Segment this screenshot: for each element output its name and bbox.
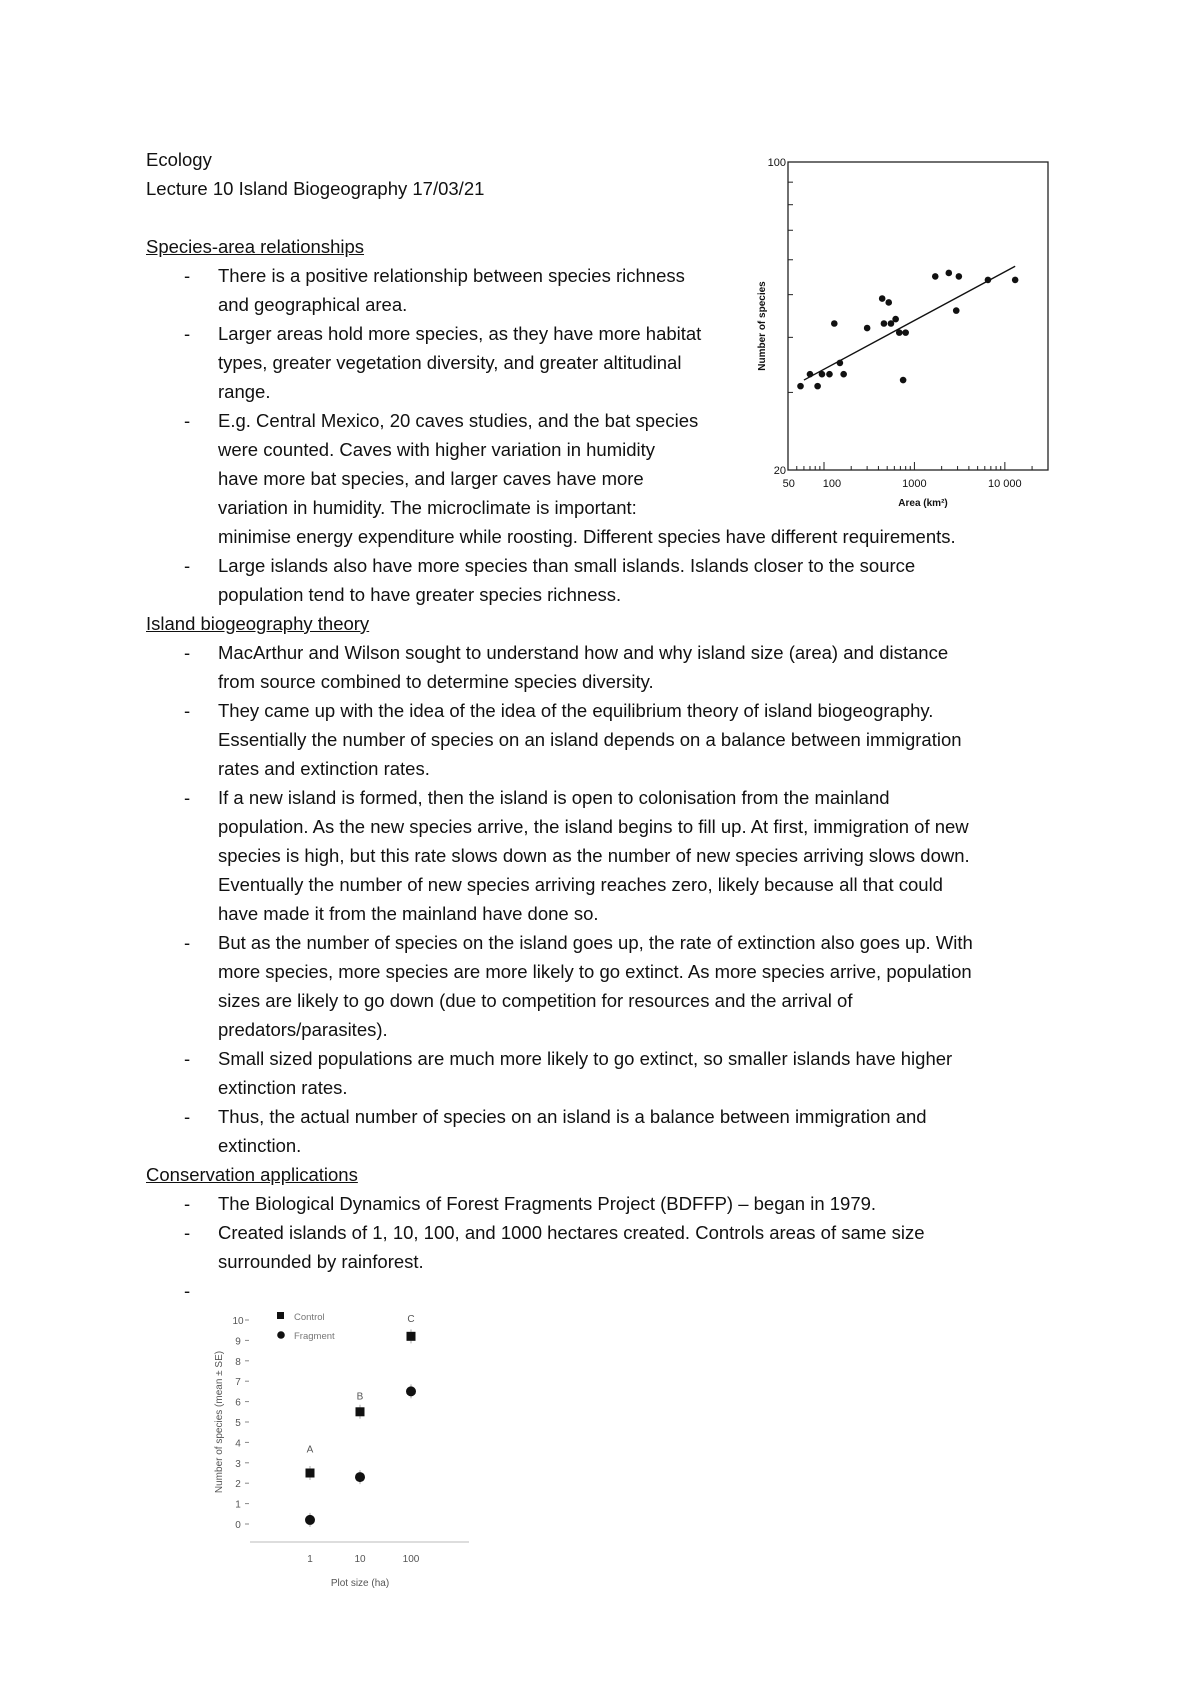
x-tick-label: 10 000 (988, 478, 1022, 490)
section-heading: Island biogeography theory (146, 613, 370, 634)
bullet-text-line: variation in humidity. The microclimate is important: (218, 497, 637, 518)
y-tick-label: 5 (235, 1418, 241, 1429)
data-point-control (356, 1407, 365, 1416)
bullet-text-line: The Biological Dynamics of Forest Fragments Project (BDFFP) – began in 1979. (218, 1193, 877, 1214)
y-tick-label: 2 (235, 1479, 241, 1491)
data-point (826, 371, 833, 378)
data-point-control (306, 1469, 315, 1478)
bullet-text-line: were counted. Caves with higher variation in humidity (218, 439, 656, 460)
plot-frame (788, 162, 1048, 470)
bullet-marker: - (184, 787, 191, 808)
x-tick-label: 1 (307, 1554, 313, 1565)
bullet-text-line: Larger areas hold more species, as they have more habitat (218, 323, 702, 344)
bullet-text-line: sizes are likely to go down (due to competition for resources and the arrival of (218, 990, 853, 1011)
data-point (896, 329, 903, 336)
bullet-text-line: range. (218, 381, 271, 402)
data-point-control (407, 1332, 416, 1341)
bullet-marker: - (184, 932, 191, 953)
bullet-text-line: and geographical area. (218, 294, 408, 315)
x-tick-label: 100 (822, 478, 842, 490)
bullet-marker: - (184, 265, 191, 286)
legend-marker-fragment (277, 1331, 285, 1339)
data-point (892, 316, 899, 323)
bullet-marker: - (184, 1222, 191, 1243)
data-point-fragment (355, 1472, 365, 1482)
data-point (953, 307, 960, 314)
bullet-text-line: But as the number of species on the island goes up, the rate of extinction also goes up. With (218, 932, 973, 953)
bullet-text-line: types, greater vegetation diversity, and greater altitudinal (218, 352, 682, 373)
x-axis-label: Area (km²) (898, 498, 948, 509)
bullet-text-line: rates and extinction rates. (218, 758, 430, 779)
bullet-text-line: from source combined to determine species diversity. (218, 671, 654, 692)
section-heading: Conservation applications (146, 1164, 358, 1185)
y-tick-label: 9 (235, 1336, 241, 1348)
bullet-text-line: population tend to have greater species richness. (218, 584, 622, 605)
data-point (797, 383, 804, 390)
y-tick-label: 10 (232, 1316, 244, 1327)
bullet-text-line: Created islands of 1, 10, 100, and 1000 hectares created. Controls areas of same size (218, 1222, 925, 1243)
x-tick-label: 10 (354, 1554, 366, 1565)
bullet-marker: - (184, 410, 191, 431)
bullet-text-line: They came up with the idea of the idea of the equilibrium theory of island biogeography. (218, 700, 934, 721)
bullet-text-line: Small sized populations are much more likely to go extinct, so smaller islands have higher (218, 1048, 953, 1069)
y-tick-label: 100 (767, 157, 786, 169)
bullet-text-line: MacArthur and Wilson sought to understand how and why island size (area) and distance (218, 642, 949, 663)
bullet-text-line: extinction rates. (218, 1077, 348, 1098)
data-point (819, 371, 826, 378)
data-point (840, 371, 847, 378)
x-tick-label: 1000 (902, 478, 927, 490)
y-tick-label: 7 (235, 1377, 241, 1389)
bdffp-chart (214, 1302, 474, 1589)
bullet-marker: - (184, 1193, 191, 1214)
bullet-marker: - (184, 1106, 191, 1127)
y-tick-label: 0 (235, 1520, 241, 1531)
data-point (985, 277, 992, 284)
lecture-title: Lecture 10 Island Biogeography 17/03/21 (146, 178, 485, 199)
legend-label: Fragment (294, 1331, 335, 1342)
bullet-text-line: have made it from the mainland have done so. (218, 903, 599, 924)
data-point-fragment (406, 1386, 416, 1396)
data-point-fragment (305, 1515, 315, 1525)
data-point (881, 320, 888, 327)
data-point (932, 273, 939, 280)
y-tick-label: 6 (235, 1397, 241, 1409)
data-point (814, 383, 821, 390)
bullet-text-line: If a new island is formed, then the island is open to colonisation from the mainland (218, 787, 890, 808)
data-point (900, 377, 907, 384)
bullet-text-line: E.g. Central Mexico, 20 caves studies, and the bat species (218, 410, 699, 431)
bullet-text-line: Thus, the actual number of species on an island is a balance between immigration and (218, 1106, 927, 1127)
bullet-text-line: predators/parasites). (218, 1019, 388, 1040)
y-tick-label: 3 (235, 1458, 241, 1470)
data-point (956, 273, 963, 280)
significance-letter: A (306, 1444, 314, 1456)
section-heading: Species-area relationships (146, 236, 365, 257)
data-point (831, 320, 838, 327)
bullet-text-line: more species, more species are more likely to go extinct. As more species arrive, population (218, 961, 972, 982)
bullet-marker: - (184, 1048, 191, 1069)
data-point (902, 329, 909, 336)
significance-letter: C (407, 1313, 415, 1325)
bullet-text-line: surrounded by rainforest. (218, 1251, 424, 1272)
data-point (807, 371, 814, 378)
x-axis-label: Plot size (ha) (330, 1578, 390, 1589)
bullet-text-line: extinction. (218, 1135, 302, 1156)
data-point (837, 360, 844, 367)
y-axis-label: Number of species (757, 281, 768, 371)
bullet-marker: - (184, 642, 191, 663)
x-tick-label: 100 (402, 1554, 420, 1565)
bullet-text-line: minimise energy expenditure while roosting. Different species have different requirements. (218, 526, 956, 547)
y-tick-label: 4 (235, 1438, 241, 1450)
species-area-chart (757, 152, 1060, 517)
legend-marker-control (277, 1312, 284, 1319)
x-tick-label: 50 (782, 478, 795, 490)
bullet-text-line: Eventually the number of new species arriving reaches zero, likely because all that could (218, 874, 943, 895)
legend-label: Control (294, 1312, 325, 1323)
y-axis-label: Number of species (mean ± SE) (214, 1350, 225, 1494)
bullet-text-line: Essentially the number of species on an island depends on a balance between immigration (218, 729, 962, 750)
data-point (1012, 277, 1019, 284)
significance-letter: B (356, 1391, 364, 1403)
bullet-text-line: population. As the new species arrive, the island begins to fill up. At first, immigration of new (218, 816, 969, 837)
y-tick-label: 20 (773, 465, 786, 477)
subject-title: Ecology (146, 149, 212, 170)
bullet-text-line: There is a positive relationship between species richness (218, 265, 685, 286)
bullet-marker: - (184, 1280, 191, 1301)
bullet-marker: - (184, 700, 191, 721)
data-point (864, 325, 871, 332)
bullet-marker: - (184, 323, 191, 344)
bullet-text-line: have more bat species, and larger caves have more (218, 468, 644, 489)
data-point (885, 299, 892, 306)
y-tick-label: 1 (235, 1499, 241, 1511)
y-tick-label: 8 (235, 1356, 241, 1368)
bullet-marker: - (184, 555, 191, 576)
bullet-text-line: species is high, but this rate slows down as the number of new species arriving slows down. (218, 845, 970, 866)
data-point (879, 295, 886, 302)
bullet-text-line: Large islands also have more species than small islands. Islands closer to the source (218, 555, 916, 576)
data-point (946, 270, 953, 277)
